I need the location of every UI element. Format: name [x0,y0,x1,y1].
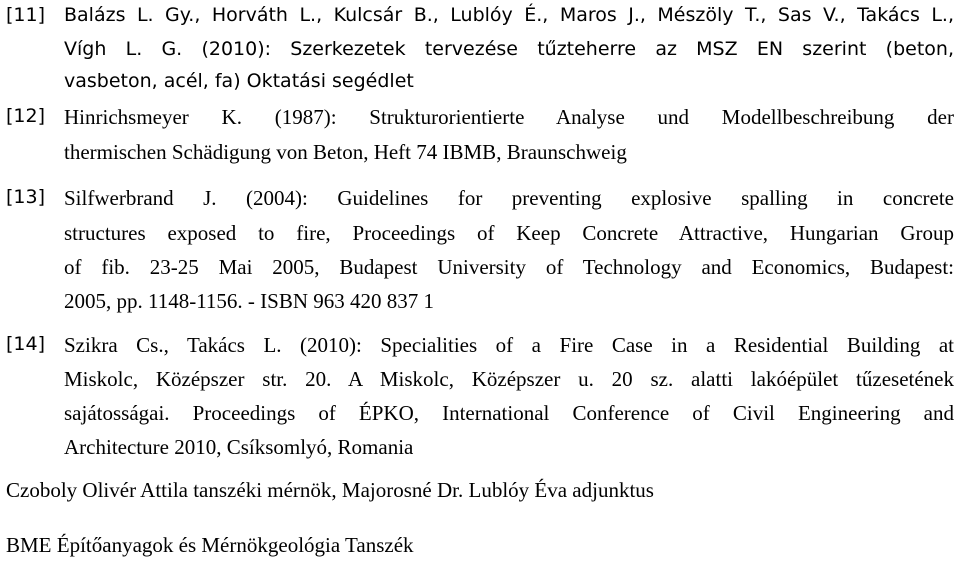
reference-line: 2005, pp. 1148-1156. - ISBN 963 420 837 1 [64,289,435,313]
reference-line: Hinrichsmeyer K. (1987): Strukturorientierte Analyse und Modellbeschreibung der [64,105,954,129]
reference-number: [13] [6,186,46,208]
reference-number: [14] [6,333,46,355]
reference-line: sajátosságai. Proceedings of ÉPKO, International Conference of Civil Engineering and [64,401,954,425]
reference-line: thermischen Schädigung von Beton, Heft 74 IBMB, Braunschweig [64,140,627,164]
reference-line: of fib. 23-25 Mai 2005, Budapest University of Technology and Economics, Budapest: [64,255,954,279]
reference-line: Miskolc, Középszer str. 20. A Miskolc, Középszer u. 20 sz. alatti lakóépület tűzesetének [64,367,954,391]
reference-number: [11] [6,4,46,26]
authors-line: Czoboly Olivér Attila tanszéki mérnök, Majorosné Dr. Lublóy Éva adjunktus [6,478,654,502]
department-line: BME Építőanyagok és Mérnökgeológia Tanszék [6,533,414,557]
reference-line: Vígh L. G. (2010): Szerkezetek tervezése tűzteherre az MSZ EN szerint (beton, [64,38,954,60]
reference-line: Architecture 2010, Csíksomlyó, Romania [64,435,414,459]
reference-line: Szikra Cs., Takács L. (2010): Specialities of a Fire Case in a Residential Building at [64,333,954,357]
reference-line: structures exposed to fire, Proceedings of Keep Concrete Attractive, Hungarian Group [64,221,954,245]
reference-line: vasbeton, acél, fa) Oktatási segédlet [64,70,414,92]
reference-line: Balázs L. Gy., Horváth L., Kulcsár B., Lublóy É., Maros J., Mészöly T., Sas V., Takács L., [64,4,954,26]
reference-number: [12] [6,105,46,127]
reference-line: Silfwerbrand J. (2004): Guidelines for preventing explosive spalling in concrete [64,186,954,210]
